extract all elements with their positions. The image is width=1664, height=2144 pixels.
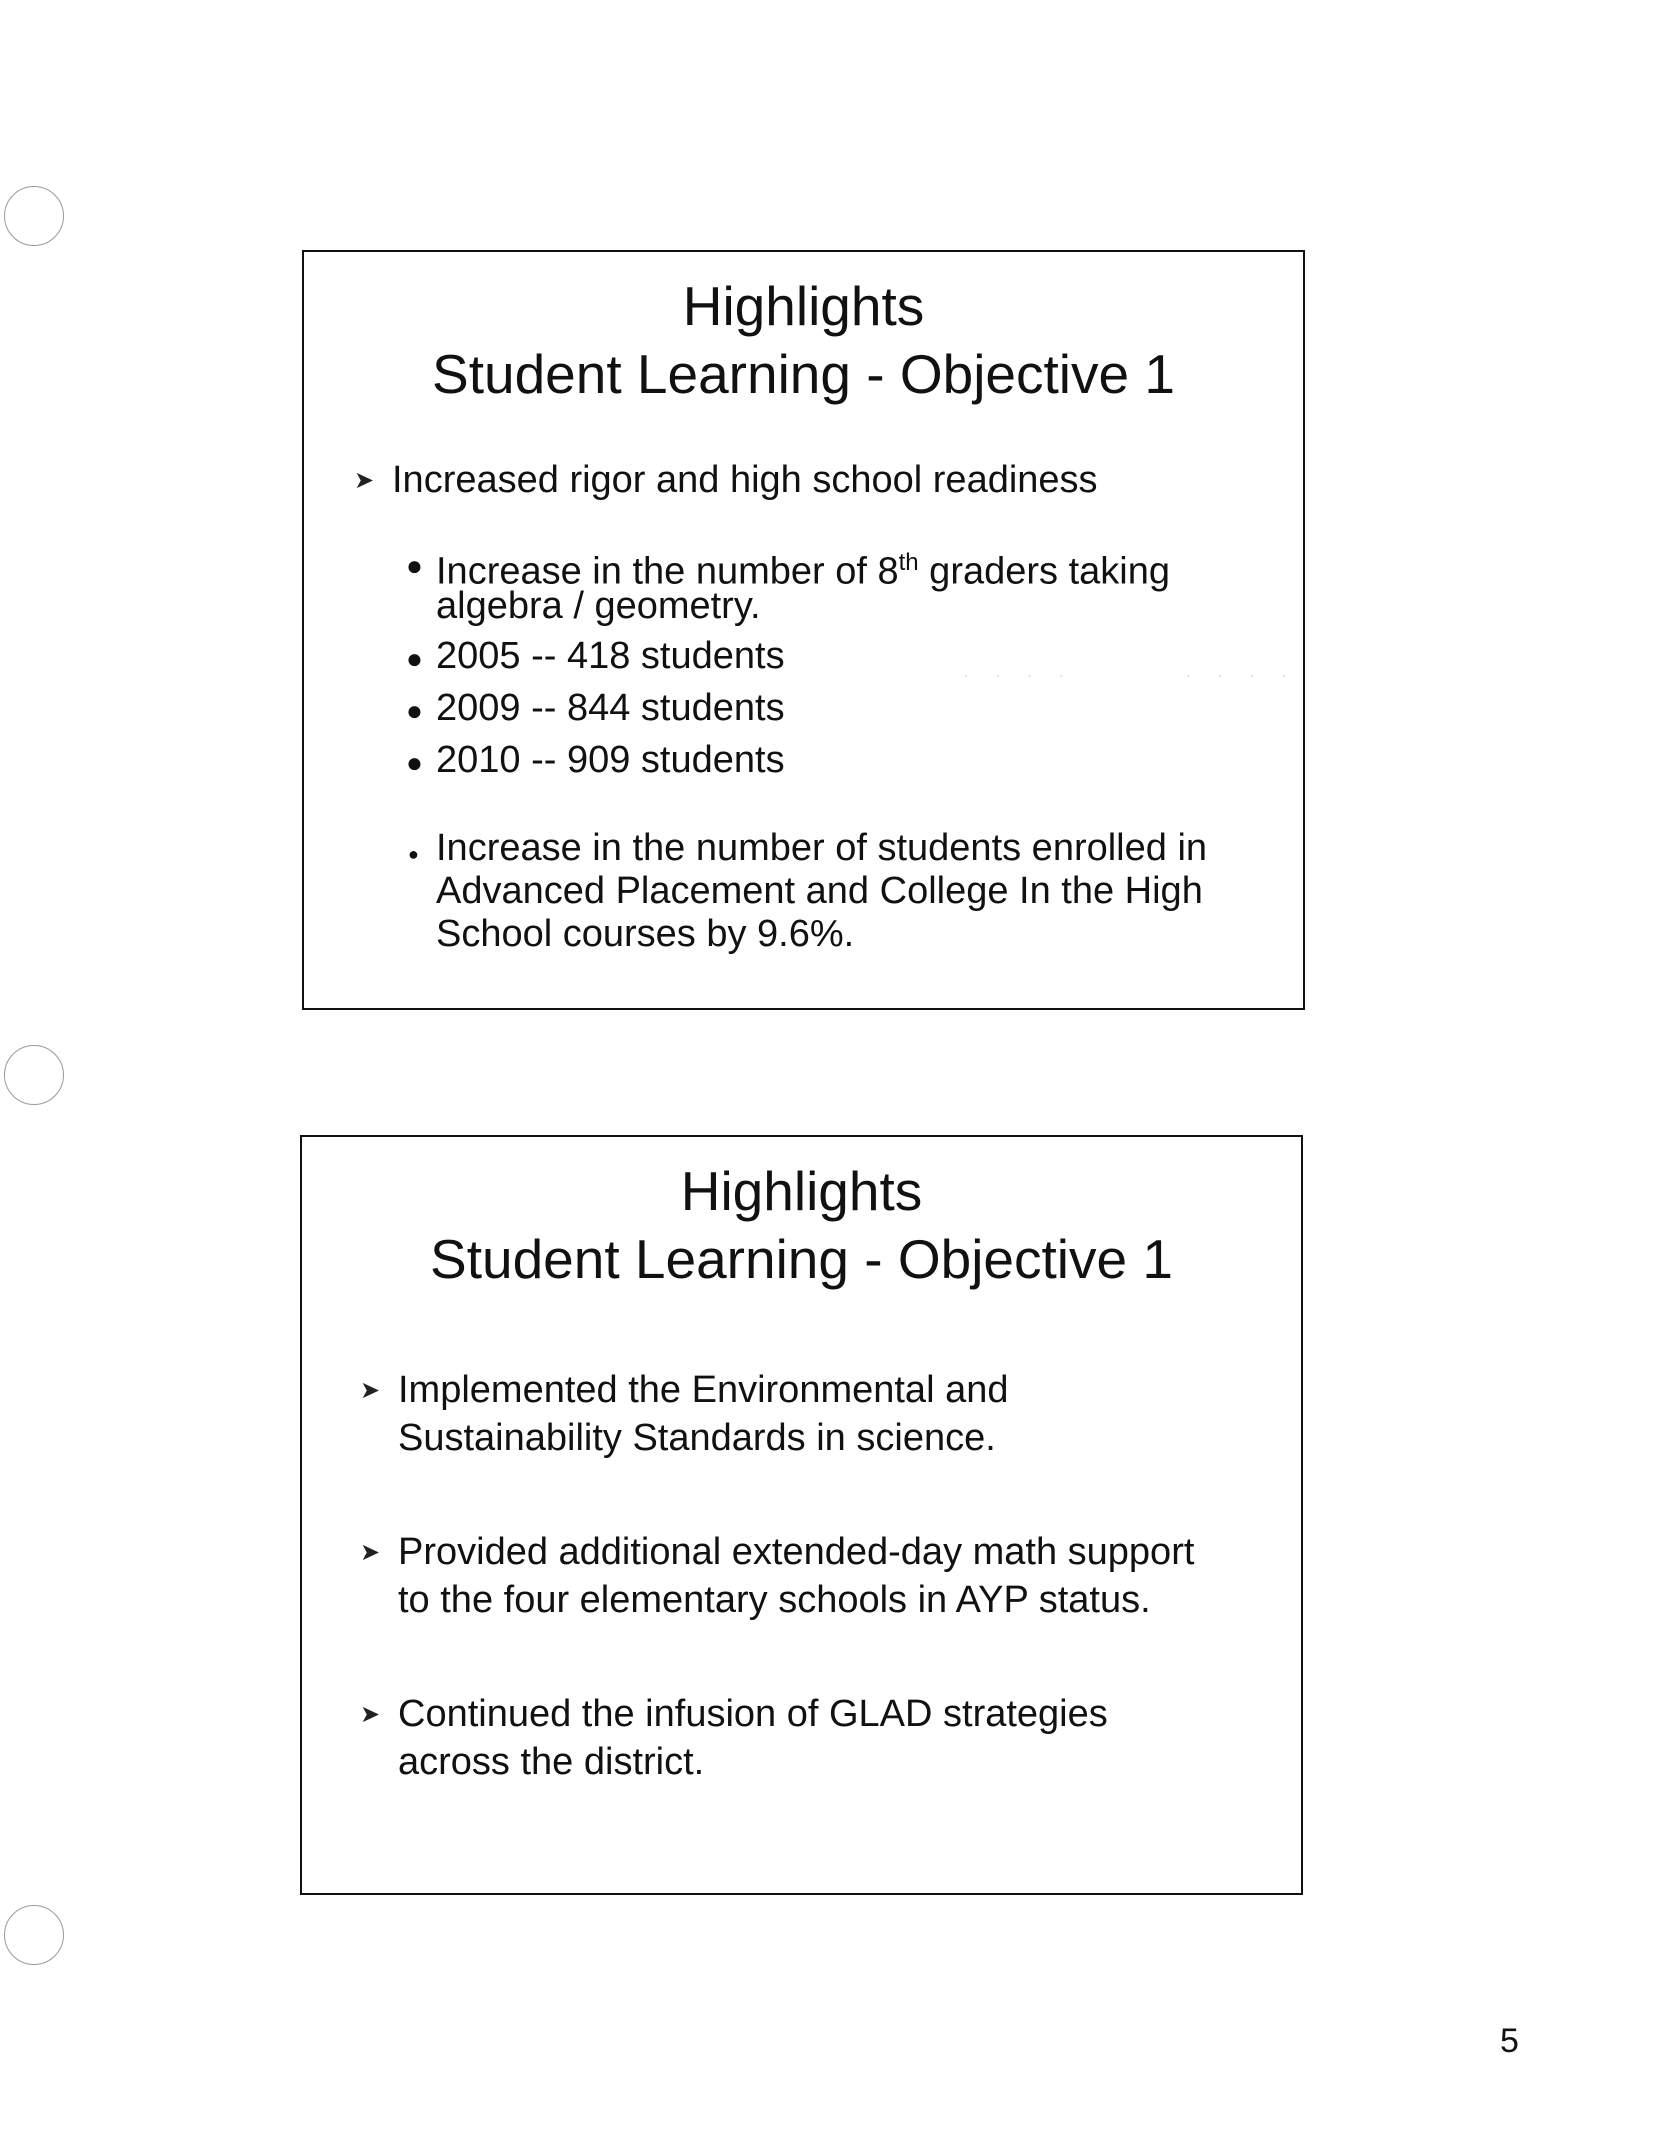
scan-artifact-dots: . . . . . . . . <box>964 664 1298 680</box>
dot-bullet-icon: ● <box>406 550 423 581</box>
slide-1-sub-bullet-2-line-2: Advanced Placement and College In the High <box>436 870 1203 912</box>
slide-1-sub-bullet-2-line-3: School courses by 9.6%. <box>436 913 855 955</box>
slide-1-title-line-1: Highlights <box>682 275 925 337</box>
slide-1-sub-bullet-1-line-2: algebra / geometry. <box>436 585 761 627</box>
slide-2-bullet-3-line-1: Continued the infusion of GLAD strategies <box>398 1693 1108 1735</box>
slide-2-bullet-1-line-1: Implemented the Environmental and <box>398 1369 1009 1411</box>
punch-hole-top <box>4 186 64 246</box>
slide-1-bullet: Increased rigor and high school readiness <box>392 459 1098 501</box>
page-number: 5 <box>1500 2022 1519 2060</box>
slide-1-title-line-2: Student Learning - Objective 1 <box>432 343 1175 405</box>
slide-1-title <box>304 272 1303 408</box>
arrow-bullet-icon: ➤ <box>354 467 375 494</box>
slide-2-title-line-1: Highlights <box>680 1160 923 1222</box>
punch-hole-middle <box>4 1045 64 1105</box>
slide-1 <box>302 250 1305 1010</box>
arrow-bullet-icon: ➤ <box>360 1539 381 1566</box>
slide-1-sub-bullet-2-line-1: Increase in the number of students enrolled in <box>436 827 1208 869</box>
sub-bullet-1-text-post: graders taking <box>918 550 1170 593</box>
dot-bullet-icon: ● <box>406 695 423 726</box>
slide-2-bullet-1-line-2: Sustainability Standards in science. <box>398 1417 996 1459</box>
punch-hole-bottom <box>4 1905 64 1965</box>
year-item-2010: 2010 -- 909 students <box>436 739 785 781</box>
slide-2-title <box>302 1157 1301 1293</box>
slide-2-bullet-2-line-2: to the four elementary schools in AYP status. <box>398 1579 1151 1621</box>
ordinal-suffix: th <box>898 549 919 576</box>
slide-2-title-line-2: Student Learning - Objective 1 <box>430 1228 1173 1290</box>
arrow-bullet-icon: ➤ <box>360 1701 381 1728</box>
year-item-2009: 2009 -- 844 students <box>436 687 785 729</box>
slide-2-bullet-3-line-2: across the district. <box>398 1741 705 1783</box>
dot-bullet-icon: ● <box>406 643 423 674</box>
sub-bullet-1-text-pre: Increase in the number of 8 <box>436 550 899 593</box>
slide-2 <box>300 1135 1303 1895</box>
dot-bullet-icon: ● <box>406 747 423 778</box>
year-item-2005: 2005 -- 418 students <box>436 635 785 677</box>
arrow-bullet-icon: ➤ <box>360 1377 381 1404</box>
slide-2-bullet-2-line-1: Provided additional extended-day math support <box>398 1531 1195 1573</box>
dot-bullet-icon: ● <box>408 844 419 864</box>
